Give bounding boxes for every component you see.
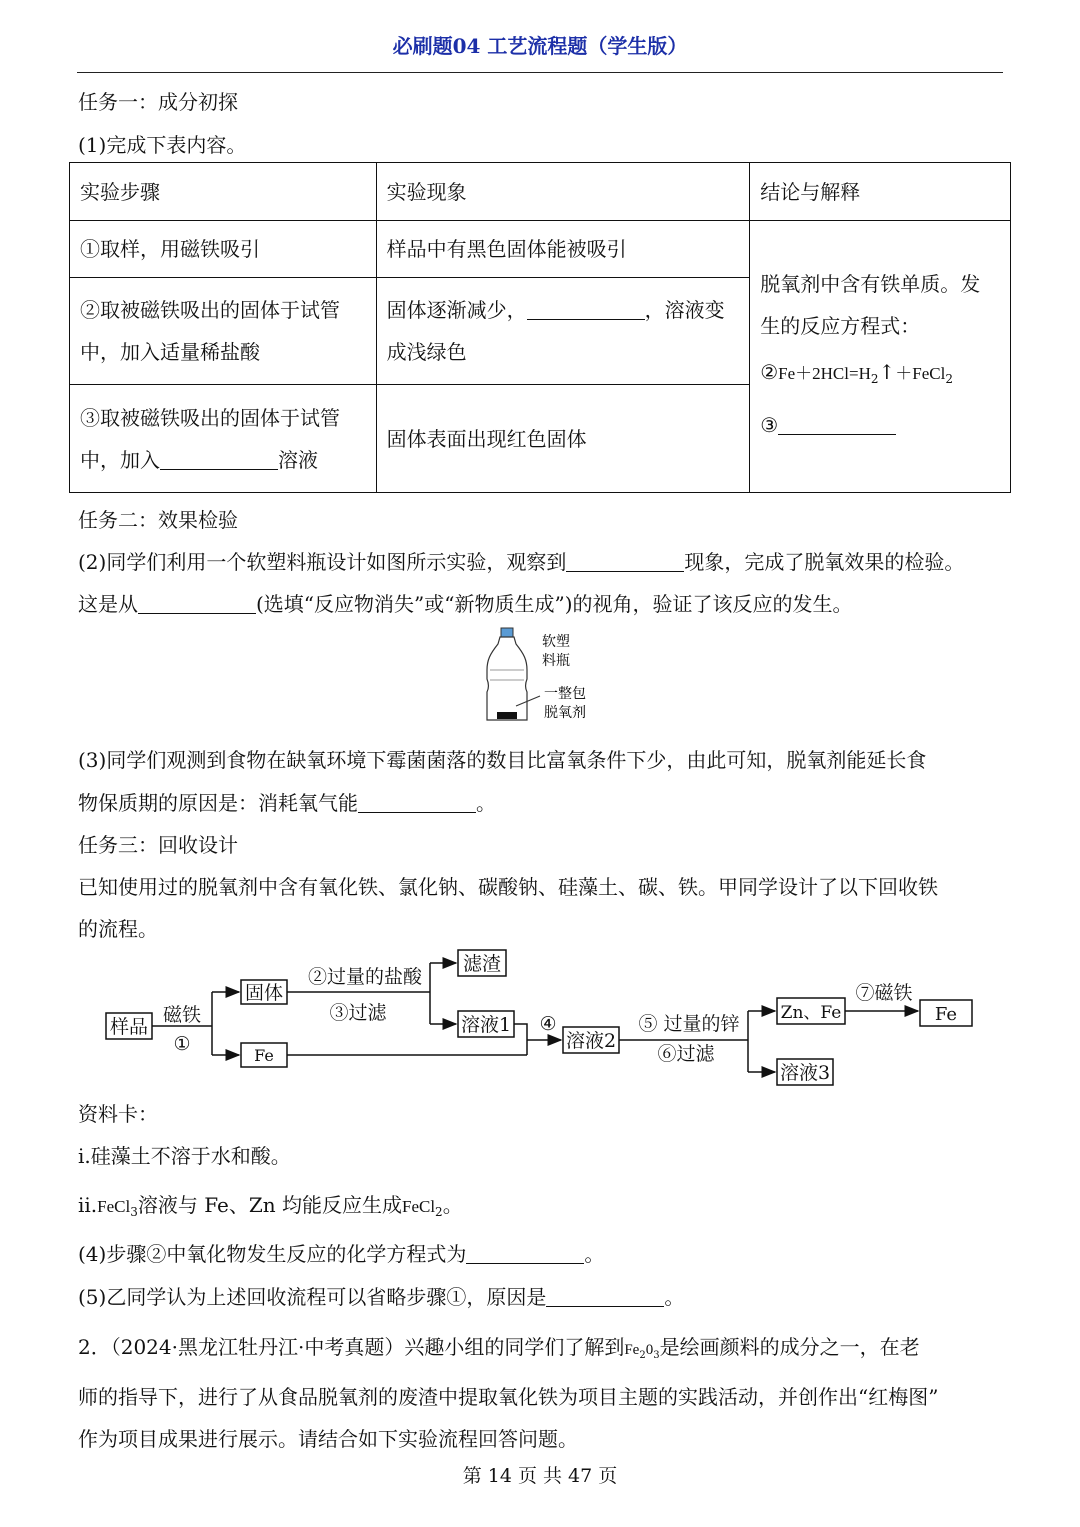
question-2-text-a: (2)同学们利用一个软塑料瓶设计如图所示实验，观察到 [78, 550, 567, 574]
label-zn-fe: Zn、Fe [780, 1003, 842, 1023]
info-card-item-i: i.硅藻土不溶于水和酸。 [78, 1144, 291, 1168]
table-cell-phenomenon: 样品中有黑色固体能被吸引 [376, 221, 750, 278]
equation-2-tail: ＋FeCl [895, 364, 946, 383]
question-3-text-b: 物保质期的原因是：消耗氧气能 [78, 791, 358, 815]
problem-2-text-b: 是绘画颜料的成分之一，在老 [659, 1335, 920, 1359]
formula-sub: 3 [653, 1350, 660, 1361]
info-card-ii-end: 。 [442, 1193, 463, 1217]
table-cell-phenomenon: 固体表面出现红色固体 [376, 385, 750, 493]
bottle-figure [480, 624, 600, 728]
page-header-title: 必刷题04 工艺流程题（学生版） [392, 34, 688, 58]
answer-blank[interactable] [160, 449, 278, 470]
question-2-line-2 [78, 588, 853, 617]
phenomenon-2-line-1 [387, 289, 740, 331]
task3-title: 任务三：回收设计 [78, 833, 238, 857]
question-4 [78, 1238, 604, 1267]
table-header-cell: 实验现象 [376, 163, 750, 221]
formula-sub: 2 [639, 1350, 646, 1361]
label-sample: 样品 [109, 1016, 149, 1038]
table-cell-step [70, 278, 377, 385]
table-header-cell: 实验步骤 [70, 163, 377, 221]
question-3-text-c: 。 [476, 791, 496, 815]
equation-2 [760, 347, 1000, 404]
experiment-table [69, 162, 1011, 493]
problem-2-line-3: 作为项目成果进行展示。请结合如下实验流程回答问题。 [78, 1427, 578, 1451]
question-4-end: 。 [584, 1242, 605, 1266]
label-step3: ③过滤 [329, 1002, 387, 1024]
label-step4: ④ [539, 1013, 557, 1035]
label-bottle-1: 软塑 [542, 634, 570, 650]
equation-2-prefix: ② [760, 360, 779, 384]
table-cell-step [70, 385, 377, 493]
info-card-ii-prefix: ii. [78, 1193, 98, 1217]
phenomenon-2-text: 固体逐渐减少， [386, 298, 527, 322]
formula-o: 0 [645, 1342, 654, 1358]
info-card-item-ii [78, 1189, 463, 1219]
label-solution2: 溶液2 [565, 1030, 617, 1052]
question-5-text: (5)乙同学认为上述回收流程可以省略步骤①，原因是 [78, 1285, 547, 1309]
question-5 [78, 1281, 684, 1310]
label-step2: ②过量的盐酸 [307, 966, 423, 988]
answer-blank[interactable] [566, 551, 684, 572]
label-solid: 固体 [244, 982, 284, 1004]
formula-sub: 3 [130, 1205, 138, 1219]
table-cell-phenomenon [376, 278, 750, 385]
formula-fe2o3: Fe [624, 1342, 640, 1358]
recovery-flow-diagram [0, 940, 1080, 1090]
task1-title: 任务一：成分初探 [78, 90, 238, 114]
label-step6: ⑥过滤 [657, 1043, 715, 1065]
answer-blank[interactable] [778, 414, 896, 435]
page-number: 第 14 页 共 47 页 [462, 1465, 618, 1487]
step-3-line-1: ③取被磁铁吸出的固体于试管 [80, 405, 340, 430]
conclusion-line-1: 脱氧剂中含有铁单质。发 [760, 272, 981, 296]
phenomenon-2-text-b: ，溶液变 [644, 298, 725, 322]
table-header-row [70, 163, 1011, 221]
equation-3-prefix: ③ [760, 413, 779, 437]
question-3-line-1: (3)同学们观测到食物在缺氧环境下霉菌菌落的数目比富氧条件下少，由此可知，脱氧剂能延长食 [78, 748, 927, 772]
problem-2-line-2: 师的指导下，进行了从食品脱氧剂的废渣中提取氧化铁为项目主题的实践活动，并创作出“红梅图” [78, 1385, 939, 1409]
question-2-line-1 [78, 546, 964, 575]
connector-line [514, 1024, 527, 1055]
label-solution1: 溶液1 [460, 1014, 512, 1036]
table-row [70, 221, 1011, 278]
question-1: (1)完成下表内容。 [78, 133, 247, 157]
conclusion-line-2: 生的反应方程式： [760, 314, 921, 338]
question-2-text-b: 现象，完成了脱氧效果的检验。 [684, 550, 965, 574]
formula-fecl2: FeCl [401, 1197, 436, 1216]
answer-blank[interactable] [138, 593, 256, 614]
label-step7: ⑦磁铁 [855, 982, 913, 1004]
equation-2-formula: Fe＋2HCl=H [778, 364, 871, 383]
problem-2-text-a: 2．（2024·黑龙江牡丹江·中考真题）兴趣小组的同学们了解到 [78, 1335, 625, 1359]
bottle-icon [487, 628, 527, 720]
step-3-text: 中，加入 [80, 447, 160, 472]
answer-blank[interactable] [358, 792, 476, 813]
question-3-line-2 [78, 787, 496, 816]
label-residue: 滤渣 [462, 953, 502, 975]
step-3-text-c: 溶液 [278, 447, 318, 472]
formula-fecl3: FeCl [97, 1197, 131, 1216]
label-solution3: 溶液3 [779, 1062, 831, 1084]
task2-title: 任务二：效果检验 [78, 508, 238, 532]
task3-intro-line-2: 的流程。 [78, 917, 158, 941]
question-2-text-c: 这是从 [78, 592, 138, 616]
label-fe-out: Fe [934, 1004, 958, 1025]
table-header-cell: 结论与解释 [750, 163, 1011, 221]
header-divider [77, 72, 1003, 73]
deoxidizer-pack-icon [497, 712, 517, 719]
step-3-line-2 [80, 439, 366, 481]
label-step5: ⑤ 过量的锌 [638, 1013, 740, 1035]
answer-blank[interactable] [546, 1286, 664, 1307]
table-cell-conclusion [750, 221, 1011, 493]
table-cell-step: ①取样，用磁铁吸引 [70, 221, 377, 278]
info-card-ii-text: 溶液与 Fe、Zn 均能反应生成 [137, 1193, 402, 1217]
gas-arrow-icon: ↑ [878, 360, 896, 384]
question-2-text-d: (选填“反应物消失”或“新物质生成”)的视角，验证了该反应的发生。 [256, 592, 853, 616]
answer-blank[interactable] [466, 1243, 584, 1264]
equation-2-sub: 2 [870, 372, 879, 386]
label-fe: Fe [254, 1046, 274, 1065]
step-2-line-1: ②取被磁铁吸出的固体于试管 [80, 298, 340, 322]
question-4-text: (4)步骤②中氧化物发生反应的化学方程式为 [78, 1242, 467, 1266]
label-bottle-2: 料瓶 [542, 653, 570, 669]
label-pack-2: 脱氧剂 [544, 705, 586, 721]
info-card-title: 资料卡： [78, 1102, 158, 1126]
label-step1: ① [173, 1033, 191, 1055]
problem-2-line-1 [78, 1331, 920, 1361]
answer-blank[interactable] [527, 299, 645, 320]
step-2-line-2: 中，加入适量稀盐酸 [80, 340, 260, 364]
task3-intro-line-1: 已知使用过的脱氧剂中含有氧化铁、氯化钠、碳酸钠、硅藻土、碳、铁。甲同学设计了以下回收铁 [78, 875, 938, 899]
label-magnet: 磁铁 [162, 1004, 202, 1026]
formula-sub: 2 [435, 1205, 443, 1219]
equation-2-tail-sub: 2 [945, 372, 953, 386]
question-5-end: 。 [664, 1285, 685, 1309]
label-pack-1: 一整包 [544, 686, 586, 702]
equation-3 [760, 404, 1000, 446]
phenomenon-2-line-2: 成浅绿色 [386, 340, 467, 364]
